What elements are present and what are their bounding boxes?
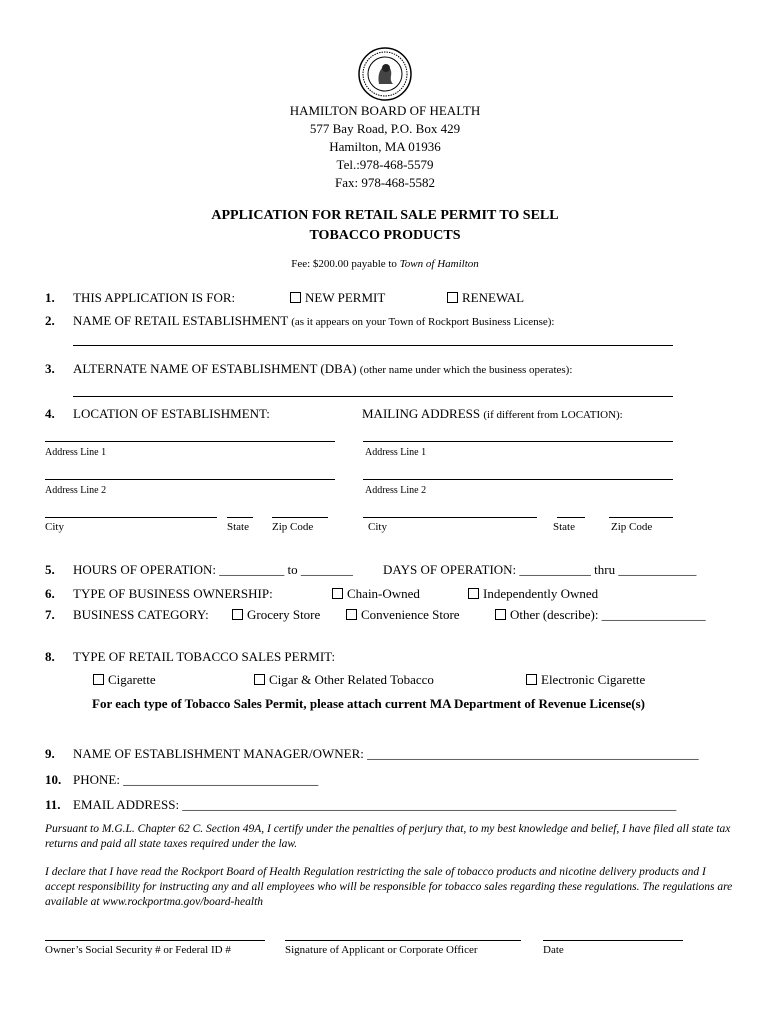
- email-field[interactable]: EMAIL ADDRESS: ____________________________________________________________________________: [73, 797, 677, 812]
- location-city-label: City: [45, 521, 64, 533]
- org-name: HAMILTON BOARD OF HEALTH: [289, 103, 481, 118]
- q1-number: 1.: [45, 290, 55, 305]
- q2-label: [73, 313, 554, 329]
- mailing-address-line1-field[interactable]: [363, 441, 673, 442]
- q3-label-text: ALTERNATE NAME OF ESTABLISHMENT (DBA): [73, 361, 357, 376]
- ssn-federal-id-label: Owner’s Social Security # or Federal ID #: [45, 944, 231, 956]
- convenience-store-option[interactable]: [346, 607, 460, 623]
- chain-owned-option[interactable]: [332, 586, 420, 602]
- mailing-state-field[interactable]: [557, 517, 585, 518]
- new-permit-label: NEW PERMIT: [305, 290, 386, 305]
- cigar-label: Cigar & Other Related Tobacco: [269, 672, 434, 687]
- location-address-line2-field[interactable]: [45, 479, 335, 480]
- certify-statement: Pursuant to M.G.L. Chapter 62 C. Section 49A, I certify under the penalties of perjury that, to my best knowledge and belief, I have filed all state tax returns and paid all state taxes required under the law.: [45, 823, 731, 850]
- q7-label: BUSINESS CATEGORY:: [73, 607, 209, 622]
- location-address-line2-label: Address Line 2: [45, 485, 107, 496]
- other-category-checkbox[interactable]: [495, 609, 506, 620]
- location-address-line1-label: Address Line 1: [45, 447, 107, 458]
- q3-label: [73, 361, 572, 377]
- mailing-address-line1-label: Address Line 1: [365, 447, 427, 458]
- q9-number: 9.: [45, 746, 55, 761]
- new-permit-option[interactable]: [290, 290, 385, 306]
- grocery-store-checkbox[interactable]: [232, 609, 243, 620]
- location-zip-label: Zip Code: [272, 521, 314, 533]
- fee-text: Fee: $200.00 payable to: [291, 258, 400, 270]
- location-state-label: State: [227, 521, 249, 533]
- mailing-address-label: [362, 406, 623, 422]
- q7-number: 7.: [45, 607, 55, 622]
- cigarette-checkbox[interactable]: [93, 674, 104, 685]
- mailing-address-line2-label: Address Line 2: [365, 485, 427, 496]
- q6-number: 6.: [45, 586, 55, 601]
- org-address-line2: Hamilton, MA 01936: [329, 139, 441, 154]
- cigar-option[interactable]: [254, 672, 434, 688]
- mailing-city-label: City: [368, 521, 387, 533]
- phone-field[interactable]: PHONE: ______________________________: [73, 772, 319, 787]
- independently-owned-label: Independently Owned: [483, 586, 599, 601]
- form-title-line2: TOBACCO PRODUCTS: [309, 228, 461, 243]
- q5-number: 5.: [45, 562, 55, 577]
- mailing-state-label: State: [553, 521, 575, 533]
- independently-owned-option[interactable]: [468, 586, 598, 602]
- q3-number: 3.: [45, 361, 55, 376]
- location-address-line1-field[interactable]: [45, 441, 335, 442]
- establishment-name-field[interactable]: [73, 345, 673, 346]
- q8-number: 8.: [45, 649, 55, 664]
- location-state-field[interactable]: [227, 517, 253, 518]
- other-category-option[interactable]: [495, 607, 706, 623]
- q10-number: 10.: [45, 772, 62, 787]
- org-fax: Fax: 978-468-5582: [334, 175, 436, 190]
- convenience-store-checkbox[interactable]: [346, 609, 357, 620]
- independently-owned-checkbox[interactable]: [468, 588, 479, 599]
- manager-owner-field[interactable]: NAME OF ESTABLISHMENT MANAGER/OWNER: ___________________________________________________: [73, 746, 699, 761]
- mailing-note: (if different from LOCATION):: [483, 409, 623, 421]
- org-address-line1: 577 Bay Road, P.O. Box 429: [309, 121, 461, 136]
- org-phone: Tel.:978-468-5579: [336, 157, 434, 172]
- q2-label-text: NAME OF RETAIL ESTABLISHMENT: [73, 313, 288, 328]
- q4-number: 4.: [45, 406, 55, 421]
- q4-label: LOCATION OF ESTABLISHMENT:: [73, 406, 270, 421]
- fee-payee: Town of Hamilton: [399, 258, 479, 270]
- attach-license-note: For each type of Tobacco Sales Permit, please attach current MA Department of Revenue License(s): [92, 696, 645, 711]
- signature-field[interactable]: [285, 940, 521, 941]
- other-category-label: Other (describe): ________________: [510, 607, 706, 622]
- renewal-label: RENEWAL: [462, 290, 525, 305]
- declare-statement: I declare that I have read the Rockport Board of Health Regulation restricting the sale of tobacco products and nicotine delivery products and I accept responsibility for instructing any and all employees who will be responsible for tobacco sales regarding these regulations. The regulations are available at www.rockportma.gov/board-health: [45, 866, 733, 908]
- cigarette-option[interactable]: [93, 672, 156, 688]
- electronic-cigarette-option[interactable]: [526, 672, 645, 688]
- q6-label: TYPE OF BUSINESS OWNERSHIP:: [73, 586, 273, 601]
- mailing-address-line2-field[interactable]: [363, 479, 673, 480]
- cigar-checkbox[interactable]: [254, 674, 265, 685]
- location-zip-field[interactable]: [272, 517, 328, 518]
- renewal-checkbox[interactable]: [447, 292, 458, 303]
- date-label: Date: [543, 944, 564, 956]
- grocery-store-label: Grocery Store: [247, 607, 321, 622]
- convenience-store-label: Convenience Store: [361, 607, 460, 622]
- date-field[interactable]: [543, 940, 683, 941]
- new-permit-checkbox[interactable]: [290, 292, 301, 303]
- dba-name-field[interactable]: [73, 396, 673, 397]
- mailing-label-text: MAILING ADDRESS: [362, 406, 481, 421]
- q3-note: (other name under which the business operates):: [359, 364, 573, 376]
- hours-of-operation[interactable]: HOURS OF OPERATION: __________ to ________: [73, 562, 353, 577]
- q1-label: THIS APPLICATION IS FOR:: [73, 290, 236, 305]
- mailing-city-field[interactable]: [363, 517, 537, 518]
- grocery-store-option[interactable]: [232, 607, 320, 623]
- form-title-line1: APPLICATION FOR RETAIL SALE PERMIT TO SELL: [211, 208, 559, 223]
- ssn-federal-id-field[interactable]: [45, 940, 265, 941]
- mailing-zip-field[interactable]: [609, 517, 673, 518]
- fee-line: [0, 258, 770, 270]
- q8-label: TYPE OF RETAIL TOBACCO SALES PERMIT:: [73, 649, 336, 664]
- signature-label: Signature of Applicant or Corporate Officer: [285, 944, 478, 956]
- electronic-cigarette-checkbox[interactable]: [526, 674, 537, 685]
- days-of-operation[interactable]: DAYS OF OPERATION: ___________ thru ____________: [383, 562, 697, 577]
- q2-note: (as it appears on your Town of Rockport Business License):: [291, 316, 555, 328]
- q11-number: 11.: [45, 797, 61, 812]
- chain-owned-label: Chain-Owned: [347, 586, 420, 601]
- electronic-cigarette-label: Electronic Cigarette: [541, 672, 646, 687]
- town-seal-logo: [357, 46, 413, 102]
- q2-number: 2.: [45, 313, 55, 328]
- renewal-option[interactable]: [447, 290, 524, 306]
- cigarette-label: Cigarette: [108, 672, 156, 687]
- chain-owned-checkbox[interactable]: [332, 588, 343, 599]
- location-city-field[interactable]: [45, 517, 217, 518]
- mailing-zip-label: Zip Code: [611, 521, 653, 533]
